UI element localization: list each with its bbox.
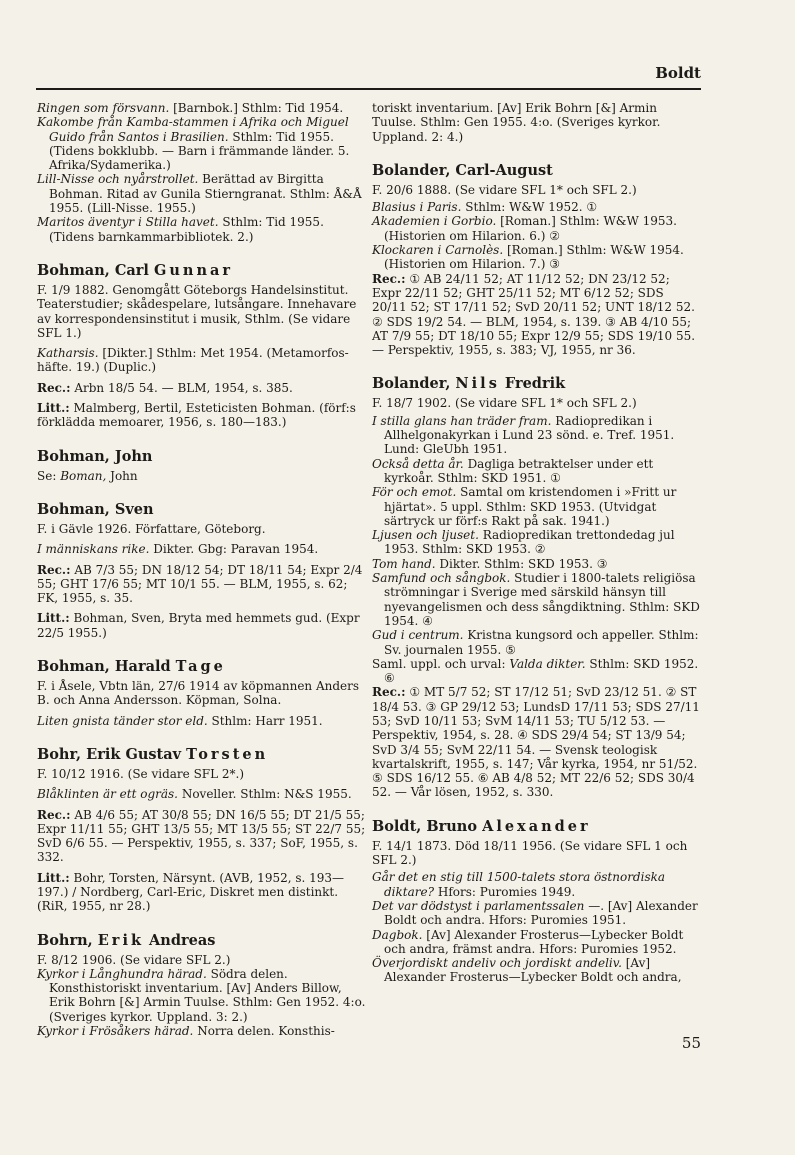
work-entry: Överjordiskt andeliv och jordiskt andeliv. [Av] Alexander Frosterus—Lybecker Boldt och andra, bbox=[372, 956, 682, 985]
author-bio: F. 14/1 1873. Död 18/11 1956. (Se vidare SFL 1 och SFL 2.) bbox=[372, 838, 688, 868]
work-entry: Klockaren i Carnolès. [Roman.] Sthlm: W&W 1954. (Historien om Hilarion. 7.) ③ bbox=[372, 243, 684, 272]
reviews: Rec.: AB 7/3 55; DN 18/12 54; DT 18/11 54; Expr 2/4 55; GHT 17/6 55; MT 10/1 55. — BLM, 1955, s. 62; FK, 1955, s. 35. bbox=[37, 562, 363, 606]
work-entry: Blasius i Paris. Sthlm: W&W 1952. ① bbox=[372, 200, 598, 215]
work-entry: Samfund och sångbok. Studier i 1800-talets religiösa strömningar i Sverige med särskild hänsyn till nyevangelismen och dess sångdiktning. Sthlm: SKD 1954. ④ bbox=[372, 571, 700, 628]
author-heading: Bolander, Nils Fredrik bbox=[372, 375, 566, 393]
author-bio: F. i Åsele, Vbtn län, 27/6 1914 av köpmannen Anders B. och Anna Andersson. Köpman, Solna. bbox=[37, 679, 360, 708]
author-heading: Bolander, Carl-August bbox=[372, 161, 553, 179]
work-entry: Blåklinten är ett ogräs. Noveller. Sthlm: N&S 1955. bbox=[37, 787, 352, 802]
author-bio: F. 20/6 1888. (Se vidare SFL 1* och SFL 2.) bbox=[372, 182, 637, 197]
author-bio: F. i Gävle 1926. Författare, Göteborg. bbox=[37, 521, 266, 536]
literature: Litt.: Bohr, Torsten, Närsynt. (AVB, 1952, s. 193—197.) / Nordberg, Carl-Eric, Diskret men distinkt. (RiR, 1955, nr 28.) bbox=[37, 870, 345, 914]
left-column bbox=[37, 101, 366, 1038]
work-entry: Också detta år. Dagliga betraktelser under ett kyrkoår. Sthlm: SKD 1951. ① bbox=[372, 456, 654, 485]
see-reference: Se: Boman, John bbox=[37, 468, 138, 483]
reviews: Rec.: AB 4/6 55; AT 30/8 55; DN 16/5 55; DT 21/5 55; Expr 11/11 55; GHT 13/5 55; MT 13/5 55; ST 22/7 55; SvD 6/6 55. — Perspektiv, 1955, s. 337; SoF, 1955, s. 332. bbox=[37, 807, 366, 865]
author-heading: Bohrn, Erik Andreas bbox=[37, 931, 216, 949]
running-head: Boldt bbox=[655, 64, 701, 82]
work-entry: Saml. uppl. och urval: Valda dikter. Sthlm: SKD 1952. ⑥ bbox=[372, 656, 699, 686]
author-heading: Bohman, Sven bbox=[37, 500, 154, 518]
work-entry: Dagbok. [Av] Alexander Frosterus—Lybecker Boldt och andra, främst andra. Hfors: Puromies 1952. bbox=[372, 927, 684, 956]
literature: Litt.: Malmberg, Bertil, Esteticisten Bohman. (förf:s förklädda memoarer, 1956, s. 180—183.) bbox=[37, 401, 356, 430]
reviews: Rec.: ① MT 5/7 52; ST 17/12 51; SvD 23/12 51. ② ST 18/4 53. ③ GP 29/12 53; LundsD 17/11 53; SDS 27/11 53; SvD 10/11 53; SvM 14/11 53; TU 5/12 53. — Perspektiv, 1954, s. 28. ④ SDS 29/4 54; ST 13/9 54; SvD 3/4 55; SvM 22/11 54. — Svensk teologisk kvartalskrift, 1955, s. 147; Vår kyrka, 1954, nr 51/52. ⑤ SDS 16/12 55. ⑥ AB 4/8 52; MT 22/6 52; SDS 30/4 52. — Vår lösen, 1952, s. 330. bbox=[372, 685, 700, 800]
work-entry: I människans rike. Dikter. Gbg: Paravan 1954. bbox=[37, 542, 319, 557]
literature: Litt.: Bohman, Sven, Bryta med hemmets gud. (Expr 22/5 1955.) bbox=[37, 611, 360, 640]
continued-text: toriskt inventarium. [Av] Erik Bohrn [&] Armin Tuulse. Sthlm: Gen 1955. 4:o. (Sveriges kyrkor. Uppland. 2: 4.) bbox=[372, 101, 661, 144]
work-entry: Liten gnista tänder stor eld. Sthlm: Harr 1951. bbox=[37, 713, 323, 728]
continued-entry bbox=[37, 101, 366, 244]
work-entry: För och emot. Samtal om kristendomen i »Fritt ur hjärtat». 5 uppl. Sthlm: SKD 1953. (Utvidgat särtryck ur förf:s Rakt på sak. 1941.) bbox=[372, 485, 677, 528]
work-entry: Ljusen och ljuset. Radiopredikan trettondedag jul 1953. Sthlm: SKD 1953. ② bbox=[372, 528, 675, 557]
work-entry: Går det en stig till 1500-talets stora östnordiska diktare? Hfors: Puromies 1949. bbox=[372, 870, 666, 899]
work-entry: Tom hand. Dikter. Sthlm: SKD 1953. ③ bbox=[372, 556, 608, 571]
work-entry: Maritos äventyr i Stilla havet. Sthlm: Tid 1955. (Tidens barnkammarbibliotek. 2.) bbox=[37, 215, 324, 244]
work-entry: Kyrkor i Frösåkers härad. Norra delen. Konsthis- bbox=[37, 1024, 335, 1039]
work-entry: Lill-Nisse och nyårstrollet. Berättad av Birgitta Bohman. Ritad av Gunila Stierngranat. Sthlm: Å&Å 1955. (Lill-Nisse. 1955.) bbox=[37, 172, 362, 216]
author-heading: Boldt, Bruno Alexander bbox=[372, 817, 591, 835]
author-heading: Bohman, Carl Gunnar bbox=[37, 261, 234, 279]
reviews: Rec.: Arbn 18/5 54. — BLM, 1954, s. 385. bbox=[37, 380, 293, 395]
author-heading: Bohman, John bbox=[37, 447, 153, 465]
author-bio: F. 8/12 1906. (Se vidare SFL 2.) bbox=[37, 952, 231, 967]
work-entry: Katharsis. [Dikter.] Sthlm: Met 1954. (Metamorfos-häfte. 19.) (Duplic.) bbox=[37, 346, 349, 375]
work-entry: Ringen som försvann. [Barnbok.] Sthlm: Tid 1954. bbox=[37, 101, 344, 115]
right-column bbox=[372, 101, 701, 985]
author-bio: F. 1/9 1882. Genomgått Göteborgs Handelsinstitut. Teaterstudier; skådespelare, lutsångare. Innehavare av korrespondensinstitut i musik, Sthlm. (Se vidare SFL 1.) bbox=[37, 282, 357, 340]
page-number: 55 bbox=[681, 1034, 701, 1052]
author-heading: Bohr, Erik Gustav Torsten bbox=[37, 745, 269, 763]
author-bio: F. 18/7 1902. (Se vidare SFL 1* och SFL 2.) bbox=[372, 396, 637, 411]
work-entry: Gud i centrum. Kristna kungsord och appeller. Sthlm: Sv. journalen 1955. ⑤ bbox=[372, 628, 699, 657]
header-rule bbox=[36, 88, 701, 90]
author-bio: F. 10/12 1916. (Se vidare SFL 2*.) bbox=[37, 766, 245, 781]
work-entry: Kakombe från Kamba-stammen i Afrika och Miguel Guido från Santos i Brasilien. Sthlm: Tid 1955. (Tidens bokklubb. — Barn i främmande länder. 5. Afrika/Sydamerika.) bbox=[37, 115, 350, 173]
work-entry: Akademien i Gorbio. [Roman.] Sthlm: W&W 1953. (Historien om Hilarion. 6.) ② bbox=[372, 214, 677, 243]
work-entry: Kyrkor i Långhundra härad. Södra delen. Konsthistoriskt inventarium. [Av] Anders Billow, Erik Bohrn [&] Armin Tuulse. Sthlm: Gen 1952. 4:o. (Sveriges kyrkor. Uppland. 3: 2.) bbox=[37, 966, 366, 1024]
reviews: Rec.: ① AB 24/11 52; AT 11/12 52; DN 23/12 52; Expr 22/11 52; GHT 25/11 52; MT 6/12 52; SDS 20/11 52; ST 17/11 52; SvD 20/11 52; UNT 18/12 52. ② SDS 19/2 54. — BLM, 1954, s. 139. ③ AB 4/10 55; AT 7/9 55; DT 18/10 55; Expr 12/9 55; SDS 19/10 55. — Perspektiv, 1955, s. 383; VJ, 1955, nr 36. bbox=[372, 271, 696, 358]
work-entry: Det var dödstyst i parlamentssalen —. [Av] Alexander Boldt och andra. Hfors: Puromies 1951. bbox=[372, 898, 698, 928]
work-entry: I stilla glans han träder fram. Radiopredikan i Allhelgonakyrkan i Lund 23 sönd. e. Tref. 1951. Lund: GleUbh 1951. bbox=[372, 413, 675, 457]
author-heading: Bohman, Harald Tage bbox=[37, 658, 226, 676]
